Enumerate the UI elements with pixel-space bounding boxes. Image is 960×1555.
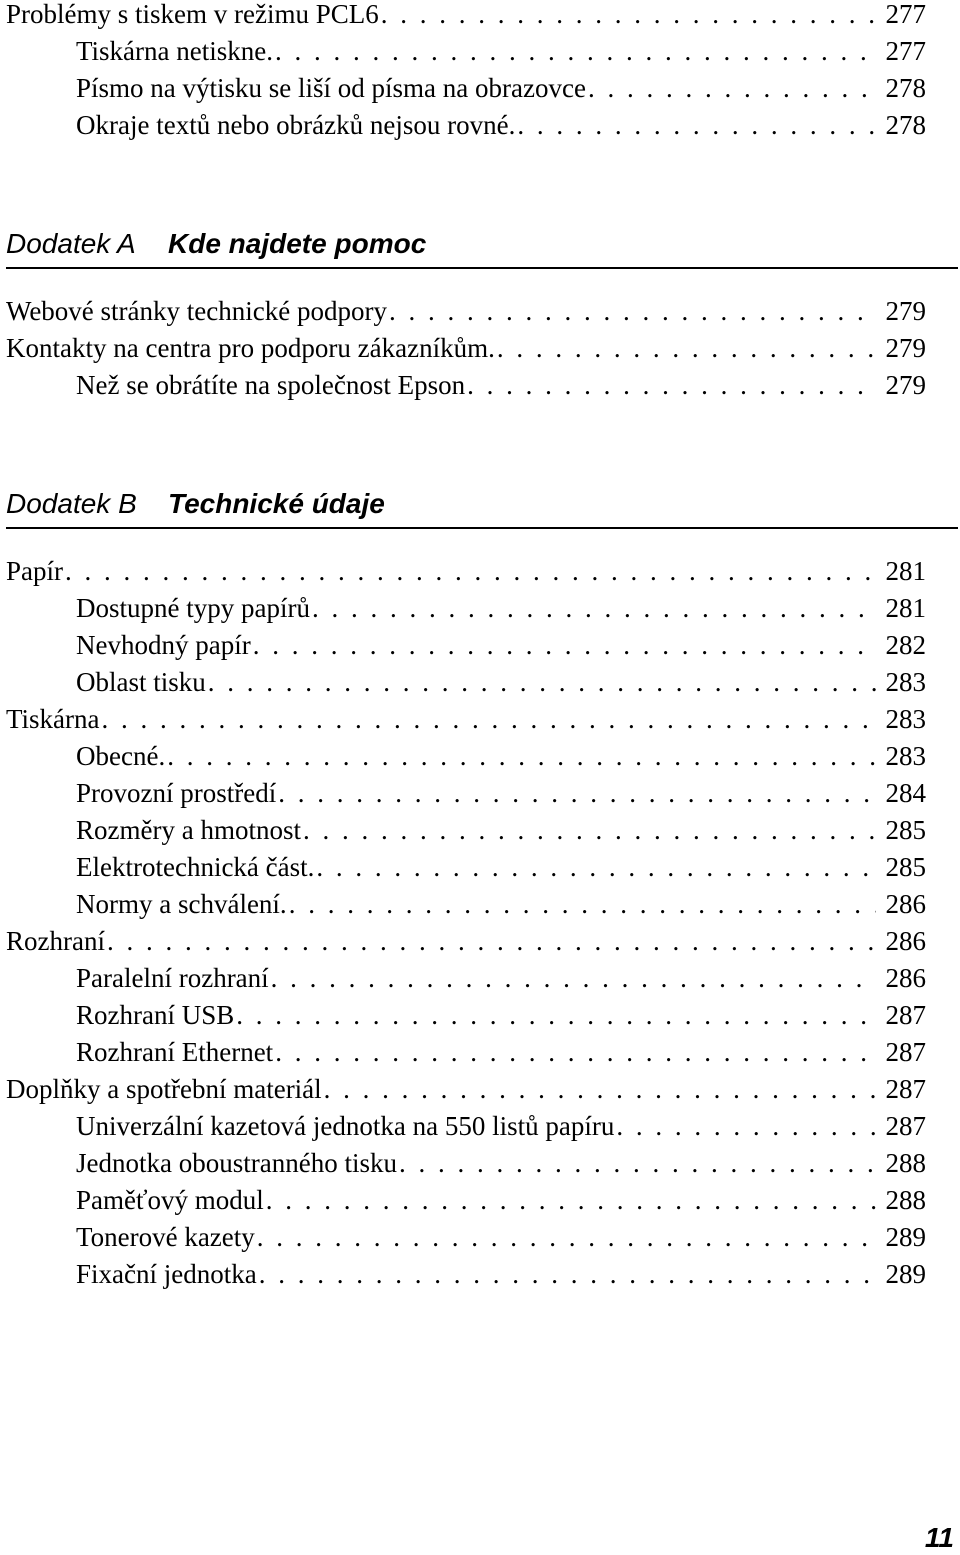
toc-entry[interactable] (76, 33, 926, 70)
dot-leader (495, 330, 876, 367)
toc-entry[interactable] (76, 627, 926, 664)
toc-entry-title: Obecné. (76, 741, 166, 771)
dot-leader (515, 107, 876, 144)
toc-entry-page: 286 (885, 889, 926, 919)
toc-entry-title: Webové stránky technické podpory (6, 296, 387, 326)
toc-entry-page: 288 (885, 1185, 926, 1215)
toc-entry-title: Rozměry a hmotnost (76, 815, 301, 845)
toc-entry-title: Fixační jednotka (76, 1259, 257, 1289)
toc-entry-title: Tonerové kazety (76, 1222, 255, 1252)
section-title: Kde najdete pomoc (168, 228, 427, 259)
toc-entry-title: Doplňky a spotřební materiál (6, 1074, 322, 1104)
toc-entry-page: 286 (885, 926, 926, 956)
dot-leader (257, 1256, 876, 1293)
dot-leader (206, 664, 876, 701)
toc-entry-page: 284 (885, 778, 926, 808)
dot-leader (255, 1219, 876, 1256)
dot-leader (314, 849, 876, 886)
toc-entry-page: 289 (885, 1259, 926, 1289)
toc-entry[interactable] (76, 107, 926, 144)
dot-leader (251, 627, 876, 664)
toc-entry-title: Normy a schválení. (76, 889, 287, 919)
toc-entry[interactable] (76, 738, 926, 775)
toc-entry-title: Oblast tisku (76, 667, 206, 697)
toc-entry-title: Tiskárna netiskne. (76, 36, 273, 66)
section-title: Technické údaje (168, 488, 385, 519)
toc-entry-title: Rozhraní USB (76, 1000, 235, 1030)
dot-leader (287, 886, 876, 923)
toc-entry[interactable] (76, 1108, 926, 1145)
toc-entry[interactable] (6, 923, 926, 960)
toc-entry-page: 289 (885, 1222, 926, 1252)
toc-entry-page: 287 (885, 1000, 926, 1030)
dot-leader (100, 701, 876, 738)
toc-entry-page: 283 (885, 704, 926, 734)
toc-entry-page: 279 (885, 333, 926, 363)
toc-entry[interactable] (76, 960, 926, 997)
toc-entry[interactable] (76, 1219, 926, 1256)
section-heading-appendix-b[interactable] (6, 483, 956, 525)
dot-leader (273, 33, 876, 70)
toc-entry-title: Dostupné typy papírů (76, 593, 310, 623)
toc-entry-title: Elektrotechnická část. (76, 852, 315, 882)
toc-entry[interactable] (6, 701, 926, 738)
toc-entry-page: 282 (885, 630, 926, 660)
toc-entry-page: 283 (885, 667, 926, 697)
toc-entry-page: 279 (885, 296, 926, 326)
toc-entry-title: Papír (6, 556, 63, 586)
toc-entry[interactable] (76, 1034, 926, 1071)
toc-entry-page: 278 (885, 73, 926, 103)
toc-entry-title: Problémy s tiskem v režimu PCL6 (6, 0, 379, 29)
toc-entry[interactable] (76, 997, 926, 1034)
dot-leader (379, 0, 876, 33)
toc-entry[interactable] (76, 367, 926, 404)
toc-entry-page: 287 (885, 1111, 926, 1141)
toc-entry[interactable] (76, 849, 926, 886)
toc-entry-title: Rozhraní Ethernet (76, 1037, 274, 1067)
toc-entry[interactable] (76, 590, 926, 627)
toc-entry-page: 281 (885, 593, 926, 623)
toc-entry[interactable] (6, 0, 926, 33)
toc-entry-page: 288 (885, 1148, 926, 1178)
dot-leader (614, 1108, 876, 1145)
toc-entry[interactable] (76, 1256, 926, 1293)
dot-leader (234, 997, 876, 1034)
toc-entry[interactable] (76, 70, 926, 107)
toc-entry-page: 279 (885, 370, 926, 400)
section-rule (6, 267, 958, 269)
toc-entry[interactable] (6, 330, 926, 367)
toc-entry[interactable] (6, 553, 926, 590)
toc-entry-title: Nevhodný papír (76, 630, 251, 660)
toc-entry-title: Písmo na výtisku se liší od písma na obrazovce (76, 73, 586, 103)
toc-entry-title: Paměťový modul (76, 1185, 264, 1215)
toc-entry-page: 283 (885, 741, 926, 771)
toc-entry[interactable] (6, 293, 926, 330)
toc-entry-title: Tiskárna (6, 704, 100, 734)
toc-entry-page: 286 (885, 963, 926, 993)
toc-entry-title: Okraje textů nebo obrázků nejsou rovné. (76, 110, 516, 140)
dot-leader (63, 553, 876, 590)
dot-leader (322, 1071, 876, 1108)
dot-leader (387, 293, 876, 330)
toc-entry-page: 277 (885, 36, 926, 66)
toc-entry-page: 278 (885, 110, 926, 140)
toc-entry-title: Jednotka oboustranného tisku (76, 1148, 397, 1178)
toc-entry[interactable] (76, 1145, 926, 1182)
toc-entry[interactable] (76, 812, 926, 849)
dot-leader (465, 367, 876, 404)
toc-entry-page: 277 (885, 0, 926, 29)
section-heading-appendix-a[interactable] (6, 223, 956, 265)
section-label: Dodatek A (6, 228, 136, 259)
dot-leader (165, 738, 876, 775)
toc-entry-page: 285 (885, 852, 926, 882)
dot-leader (273, 1034, 876, 1071)
dot-leader (310, 590, 876, 627)
dot-leader (276, 775, 876, 812)
page-number: 11 (924, 1522, 954, 1553)
toc-entry[interactable] (6, 1071, 926, 1108)
toc-entry-page: 281 (885, 556, 926, 586)
toc-entry-title: Rozhraní (6, 926, 105, 956)
dot-leader (269, 960, 876, 997)
toc-entry-page: 287 (885, 1037, 926, 1067)
section-label: Dodatek B (6, 488, 137, 519)
dot-leader (264, 1182, 876, 1219)
dot-leader (397, 1145, 876, 1182)
dot-leader (586, 70, 876, 107)
dot-leader (105, 923, 876, 960)
toc-entry[interactable] (76, 664, 926, 701)
toc-entry[interactable] (76, 775, 926, 812)
toc-entry[interactable] (76, 886, 926, 923)
toc-entry-title: Provozní prostředí (76, 778, 277, 808)
toc-entry-title: Kontakty na centra pro podporu zákazníkům. (6, 333, 495, 363)
toc-entry[interactable] (76, 1182, 926, 1219)
toc-entry-title: Paralelní rozhraní (76, 963, 269, 993)
dot-leader (301, 812, 876, 849)
toc-entry-page: 285 (885, 815, 926, 845)
toc-entry-title: Univerzální kazetová jednotka na 550 listů papíru (76, 1111, 615, 1141)
toc-entry-page: 287 (885, 1074, 926, 1104)
section-rule (6, 527, 958, 529)
toc-entry-title: Než se obrátíte na společnost Epson (76, 370, 466, 400)
